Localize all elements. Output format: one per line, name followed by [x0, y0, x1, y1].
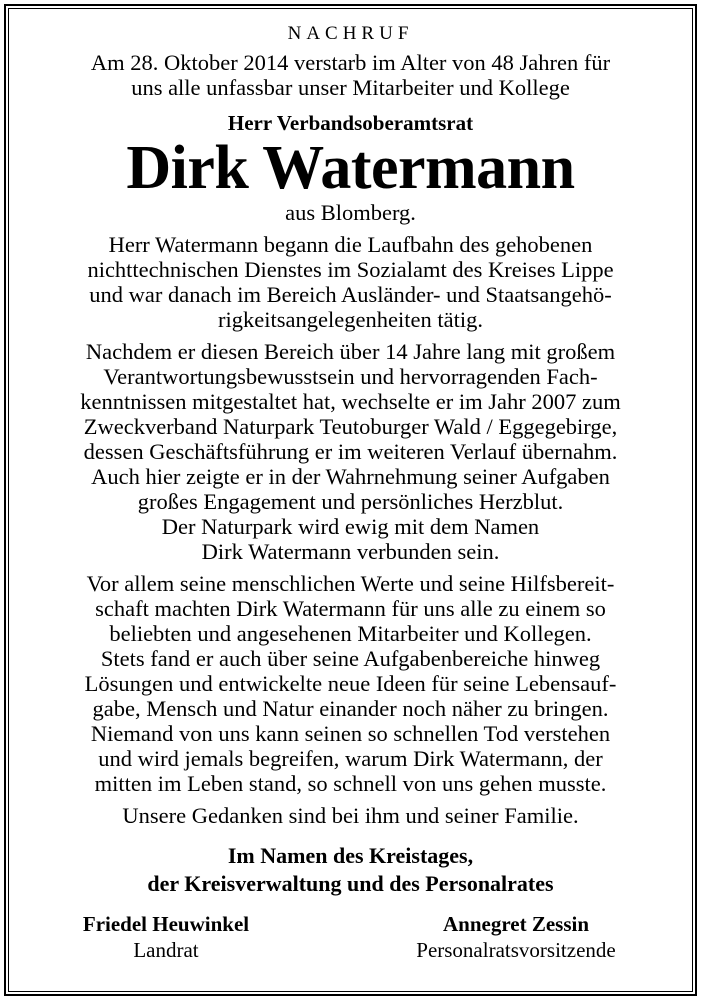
- paragraph-values: [6, 571, 695, 796]
- text-line: Nachdem er diesen Bereich über 14 Jahre lang mit großem: [85, 339, 616, 364]
- text-line: dessen Geschäftsführung er im weiteren Verlauf übernahm.: [83, 439, 618, 464]
- signature-personalrat: [351, 912, 681, 963]
- text-line: Unsere Gedanken sind bei ihm und seiner Familie.: [122, 803, 579, 828]
- text-line: nichttechnischen Dienstes im Sozialamt des Kreises Lippe: [87, 257, 614, 282]
- intro-text: [6, 50, 695, 100]
- signatory-role: Landrat: [133, 938, 199, 962]
- notice-frame: [4, 4, 697, 996]
- text-line: Stets fand er auch über seine Aufgabenbereiche hinweg: [100, 646, 601, 671]
- intro-line: uns alle unfassbar unser Mitarbeiter und Kollege: [131, 75, 570, 100]
- intro-line: Am 28. Oktober 2014 verstarb im Alter von 48 Jahren für: [90, 50, 611, 75]
- deceased-origin: aus Blomberg.: [285, 200, 416, 225]
- notice-content: [6, 6, 695, 898]
- text-line: Verantwortungsbewusstsein und hervorragenden Fach-: [103, 364, 598, 389]
- paragraph-thoughts: [6, 803, 695, 828]
- closing-line: Im Namen des Kreistages,: [227, 843, 474, 868]
- text-line: Dirk Watermann verbunden sein.: [201, 539, 500, 564]
- text-line: beliebten und angesehenen Mitarbeiter und Kollegen.: [109, 621, 592, 646]
- signatory-name: Friedel Heuwinkel: [82, 912, 250, 936]
- text-line: Herr Watermann begann die Laufbahn des gehobenen: [108, 232, 593, 257]
- text-line: schaft machten Dirk Watermann für uns alle zu einem so: [95, 596, 606, 621]
- signatory-role: Personalratsvorsitzende: [416, 938, 616, 962]
- text-line: gabe, Mensch und Natur einander noch näher zu bringen.: [92, 696, 609, 721]
- text-line: großes Engagement und persönliches Herzblut.: [137, 489, 564, 514]
- paragraph-naturpark: [6, 339, 695, 564]
- signatory-name: Annegret Zessin: [442, 912, 590, 936]
- closing-line: der Kreisverwaltung und des Personalrates: [147, 871, 554, 896]
- text-line: Auch hier zeigte er in der Wahrnehmung seiner Aufgaben: [91, 464, 610, 489]
- deceased-title: Herr Verbandsoberamtsrat: [227, 111, 474, 135]
- text-line: Niemand von uns kann seinen so schnellen Tod verstehen: [90, 721, 611, 746]
- text-line: Der Naturpark wird ewig mit dem Namen: [161, 514, 540, 539]
- text-line: mitten im Leben stand, so schnell von uns gehen musste.: [94, 771, 607, 796]
- text-line: Vor allem seine menschlichen Werte und seine Hilfsbereit-: [86, 571, 615, 596]
- closing-statement: [6, 842, 695, 898]
- deceased-name: Dirk Watermann: [126, 134, 575, 202]
- text-line: Lösungen und entwickelte neue Ideen für seine Lebensauf-: [84, 671, 617, 696]
- text-line: und war danach im Bereich Ausländer- und Staatsangehö-: [89, 282, 612, 307]
- signature-landrat: [1, 912, 331, 963]
- text-line: kenntnissen mitgestaltet hat, wechselte er im Jahr 2007 zum: [80, 389, 621, 414]
- text-line: Zweckverband Naturpark Teutoburger Wald / Eggegebirge,: [83, 414, 618, 439]
- notice-heading: NACHRUF: [287, 23, 414, 44]
- text-line: rigkeitsangelegenheiten tätig.: [218, 307, 483, 332]
- text-line: und wird jemals begreifen, warum Dirk Watermann, der: [98, 746, 603, 771]
- paragraph-career: [6, 232, 695, 332]
